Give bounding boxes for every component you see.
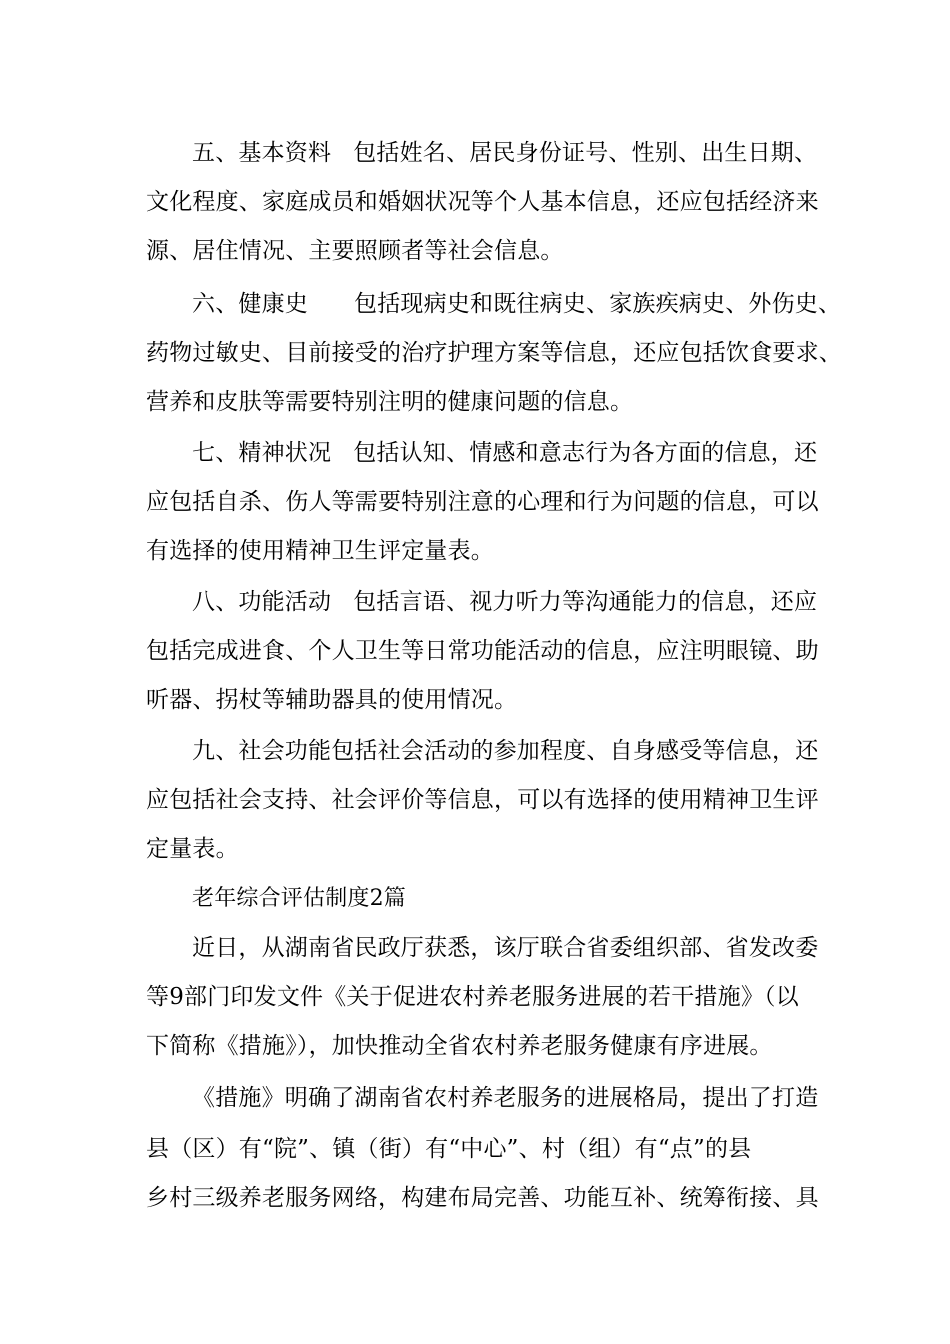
paragraph-5-line-1	[192, 138, 892, 168]
paragraph-8-heading: 八、功能活动	[192, 589, 332, 615]
section2-paragraph-2-line-2: 县（区）有“院”、镇（街）有“中心”、村（组）有“点”的县	[146, 1136, 752, 1162]
paragraph-7-text: 包括认知、情感和意志行为各方面的信息，还	[353, 440, 818, 466]
paragraph-6-line-3: 营养和皮肤等需要特别注明的健康问题的信息。	[146, 389, 634, 415]
paragraph-6-line-1	[192, 289, 892, 319]
paragraph-9-line-2: 应包括社会支持、社会评价等信息，可以有选择的使用精神卫生评	[146, 787, 819, 813]
paragraph-6-heading: 六、健康史	[192, 291, 308, 317]
paragraph-6-text: 包括现病史和既往病史、家族疾病史、外伤史、	[354, 291, 842, 317]
paragraph-5-heading: 五、基本资料	[192, 140, 332, 166]
paragraph-7-heading: 七、精神状况	[192, 440, 332, 466]
paragraph-8-text: 包括言语、视力听力等沟通能力的信息，还应	[353, 589, 818, 615]
section2-paragraph-2-line-3: 乡村三级养老服务网络，构建布局完善、功能互补、统筹衔接、具	[146, 1185, 819, 1211]
paragraph-6-line-2: 药物过敏史、目前接受的治疗护理方案等信息，还应包括饮食要求、	[146, 340, 842, 366]
section2-paragraph-1-line-3: 下简称《措施》），加快推动全省农村养老服务健康有序进展。	[146, 1033, 773, 1059]
paragraph-8-line-1	[192, 587, 892, 617]
paragraph-8-line-2: 包括完成进食、个人卫生等日常功能活动的信息，应注明眼镜、助	[146, 638, 819, 664]
section2-paragraph-2-line-1: 《措施》明确了湖南省农村养老服务的进展格局，提出了打造	[192, 1085, 819, 1111]
paragraph-8-line-3: 听器、拐杖等辅助器具的使用情况。	[146, 687, 518, 713]
paragraph-7-line-1	[192, 438, 892, 468]
paragraph-5-text: 包括姓名、居民身份证号、性别、出生日期、	[353, 140, 818, 166]
paragraph-5-line-3: 源、居住情况、主要照顾者等社会信息。	[146, 238, 564, 264]
paragraph-9-line-3: 定量表。	[146, 836, 239, 862]
paragraph-7-line-2: 应包括自杀、伤人等需要特别注意的心理和行为问题的信息，可以	[146, 489, 819, 515]
paragraph-5-line-2: 文化程度、家庭成员和婚姻状况等个人基本信息，还应包括经济来	[146, 189, 819, 215]
paragraph-9-line-1: 九、社会功能包括社会活动的参加程度、自身感受等信息，还	[192, 738, 819, 764]
section-title: 老年综合评估制度2篇	[192, 886, 406, 911]
section2-paragraph-1-line-1: 近日，从湖南省民政厅获悉，该厅联合省委组织部、省发改委	[192, 935, 819, 961]
paragraph-7-line-3: 有选择的使用精神卫生评定量表。	[146, 538, 494, 564]
section2-paragraph-1-line-2: 等9部门印发文件《关于促进农村养老服务进展的若干措施》（以	[146, 984, 799, 1010]
